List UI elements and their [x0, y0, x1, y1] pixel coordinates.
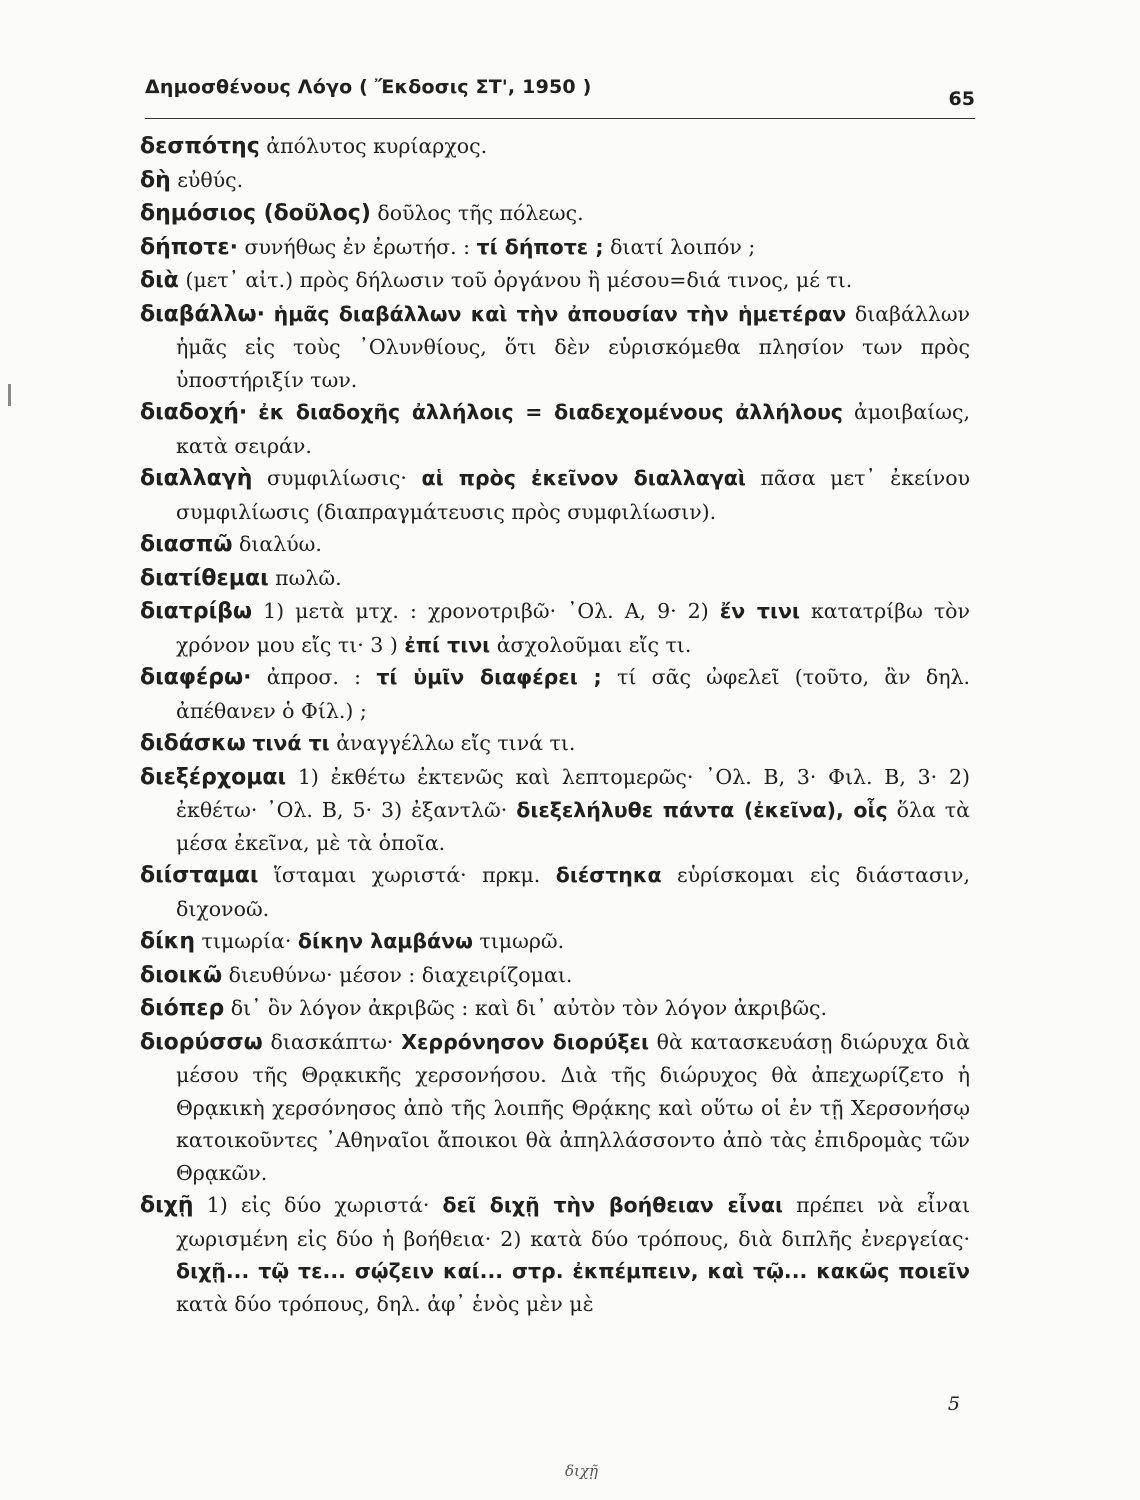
entry-text: τιμωρία· [194, 929, 298, 953]
entry-headword: διεξέρχομαι [140, 764, 287, 790]
entry-headword: διαλλαγὴ [140, 466, 253, 491]
entry-headword: διαβάλλω· [140, 301, 265, 327]
glossary-entry [140, 925, 970, 959]
page-number: 65 [948, 88, 975, 110]
entry-headword: διασπῶ [140, 532, 233, 557]
entry-phrase: τί δήποτε ; [476, 234, 604, 259]
entry-headword: δὴ [140, 167, 171, 193]
entry-text: πωλῶ. [268, 565, 342, 590]
entry-headword: διχῇ [140, 1193, 194, 1218]
entry-headword: δημόσιος (δοῦλος) [140, 201, 371, 226]
glossary-entry [140, 396, 970, 462]
glossary-entry [140, 562, 970, 596]
glossary-entry [140, 1026, 970, 1190]
entry-text: εὐθύς. [170, 167, 244, 192]
glossary-entries [140, 130, 970, 1320]
glossary-entry [140, 462, 970, 528]
entry-headword: διαδοχή· [140, 400, 248, 425]
glossary-entry [140, 164, 970, 198]
entry-headword: δήποτε· [140, 234, 238, 260]
entry-headword: διόπερ [140, 996, 225, 1021]
entry-phrase: ἐπί τινι [404, 632, 491, 657]
glossary-entry [140, 231, 970, 265]
entry-headword: διδάσκω [140, 731, 246, 756]
entry-headword: διίσταμαι [140, 863, 259, 888]
entry-phrase: δεῖ διχῇ τὴν βοήθειαν εἶναι [442, 1193, 783, 1217]
entry-text: ἀσχολοῦμαι εἴς τι. [490, 632, 692, 657]
entry-phrase: δίκην λαμβάνω [297, 929, 473, 953]
entry-text: διαβάλλων ἡμᾶς εἰς τοὺς ᾿Ολυνθίους, ὅτι δὲν εὑρισκόμεθα πλησίον των πρὸς ὑποστήριξίν των. [176, 301, 970, 392]
entry-text: ἵσταμαι χωριστά· πρκμ. [258, 863, 556, 887]
entry-text: διατί λοιπόν ; [603, 234, 756, 259]
entry-text: τί σᾶς ὠφελεῖ (τοῦτο, ἂν δηλ. ἀπέθανεν ὁ Φίλ.) ; [176, 665, 971, 723]
entry-text: διευθύνω· μέσον : διαχειρίζομαι. [222, 962, 573, 987]
entry-text: διαλύω. [232, 532, 322, 556]
glossary-entry [140, 595, 970, 661]
entry-text: διασκάπτω· [262, 1029, 402, 1054]
entry-phrase: διχῇ... τῷ τε... σῴζειν καί... στρ. ἐκπέμπειν, καὶ τῷ... κακῶς ποιεῖν [176, 1259, 970, 1283]
entry-text: ἀμοιβαίως, κατὰ σειράν. [176, 400, 970, 458]
entry-headword: διοικῶ [140, 962, 223, 988]
entry-text: τιμωρῶ. [472, 929, 565, 953]
entry-headword: διορύσσω [140, 1029, 263, 1055]
header-title: Δημοσθένους Λόγο ( Ἔκδοσις ΣΤ', 1950 ) [145, 76, 592, 98]
signature-mark: 5 [947, 1393, 960, 1415]
entry-phrase: ἐκ διαδοχῆς ἀλλήλοις = διαδεχομένους ἀλλήλους [258, 400, 843, 424]
entry-phrase: αἱ πρὸς ἐκεῖνον διαλλαγαὶ [421, 466, 746, 490]
entry-phrase: Χερρόνησον διορύξει [401, 1029, 649, 1054]
entry-text: ὅλα τὰ μέσα ἐκεῖνα, μὲ τὰ ὁποῖα. [176, 798, 970, 855]
entry-text: κατατρίβω τὸν χρόνον μου εἴς τι· 3 ) [176, 599, 970, 657]
entry-headword: δίκη [140, 929, 195, 954]
entry-headword: διατρίβω [140, 599, 253, 624]
entry-text: θὰ κατασκευάσῃ διώρυχα διὰ μέσου τῆς Θρᾳκικῆς χερσονήσου. Διὰ τῆς διώρυχος θὰ ἀπεχωρίζετο ἡ Θρᾳκικὴ χερσόνησος ἀπὸ τῆς λοιπῆς Θρᾴκης καὶ οὕτω οἱ ἐν τῇ Χερσονήσῳ κατοικοῦντες ᾿Αθηναῖοι ἄποικοι θὰ ἀπηλλάσσοντο ἀπὸ τὰς ἐπιδρομὰς τῶν Θρᾳκῶν. [176, 1029, 971, 1185]
glossary-entry [140, 298, 970, 397]
margin-mark [8, 384, 11, 406]
entry-text [247, 400, 258, 424]
entry-text: πᾶσα μετ᾽ ἐκείνου συμφιλίωσις (διαπραγμάτευσις πρὸς συμφιλίωσιν). [176, 466, 971, 524]
glossary-entry [140, 727, 970, 761]
entry-text: ἀπόλυτος κυρίαρχος. [259, 134, 488, 158]
entry-text: εὑρίσκομαι εἰς διάστασιν, διχονοῶ. [176, 863, 971, 921]
glossary-entry [140, 959, 970, 993]
entry-headword: διὰ [140, 268, 179, 293]
glossary-entry [140, 761, 970, 860]
entry-phrase: τί ὑμῖν διαφέρει ; [376, 665, 602, 689]
entry-text: 1) ἐκθέτω ἐκτενῶς καὶ λεπτομερῶς· ᾿Ολ. Β, 3· Φιλ. Β, 3· 2) ἐκθέτω· ᾿Ολ. Β, 5· 3) ἐξαντλῶ· [176, 764, 970, 822]
entry-phrase: τινά τι [252, 731, 330, 755]
entry-text: δι᾽ ὃν λόγον ἀκριβῶς : καὶ δι᾽ αὐτὸν τὸν λόγον ἀκριβῶς. [224, 996, 828, 1020]
glossary-entry [140, 197, 970, 231]
entry-text [265, 302, 274, 326]
glossary-entry [140, 992, 970, 1026]
entry-phrase: διέστηκα [555, 863, 662, 887]
entry-phrase: ἔν τινι [719, 599, 800, 623]
entry-text: 1) εἰς δύο χωριστά· [193, 1193, 443, 1217]
glossary-entry [140, 264, 970, 298]
entry-text: συνήθως ἐν ἐρωτήσ. : [237, 234, 477, 259]
entry-headword: δεσπότης [140, 134, 260, 159]
glossary-entry [140, 1189, 970, 1320]
entry-phrase: διεξελήλυθε πάντα (ἐκεῖνα), οἷς [516, 798, 888, 822]
entry-text: κατὰ δύο τρόπους, δηλ. ἀφ᾽ ἑνὸς μὲν μὲ [176, 1291, 594, 1316]
entry-text: πρέπει νὰ εἶναι χωρισμένη εἰς δύο ἡ βοήθεια· 2) κατὰ δύο τρόπους, διὰ διπλῆς ἐνεργείας· [176, 1193, 970, 1251]
entry-text: (μετ᾽ αἰτ.) πρὸς δήλωσιν τοῦ ὀργάνου ἢ μέσου=διά τινος, μέ τι. [178, 268, 853, 292]
glossary-entry [140, 661, 970, 727]
entry-phrase: ἡμᾶς διαβάλλων καὶ τὴν ἀπουσίαν τὴν ἡμετέραν [273, 301, 847, 326]
entry-text: ἀπροσ. : [251, 665, 377, 689]
entry-text: συμφιλίωσις· [252, 466, 422, 490]
entry-headword: διαφέρω· [140, 665, 252, 690]
running-header [145, 74, 975, 119]
glossary-entry [140, 528, 970, 562]
entry-text: δοῦλος τῆς πόλεως. [370, 201, 584, 225]
entry-headword: διατίθεμαι [140, 565, 269, 591]
entry-text: ἀναγγέλλω εἴς τινά τι. [329, 731, 576, 755]
entry-text: 1) μετὰ μτχ. : χρονοτριβῶ· ᾿Ολ. Α, 9· 2) [252, 599, 720, 623]
glossary-entry [140, 859, 970, 925]
handwritten-note: διχῇ [565, 1462, 598, 1480]
glossary-entry [140, 130, 970, 164]
